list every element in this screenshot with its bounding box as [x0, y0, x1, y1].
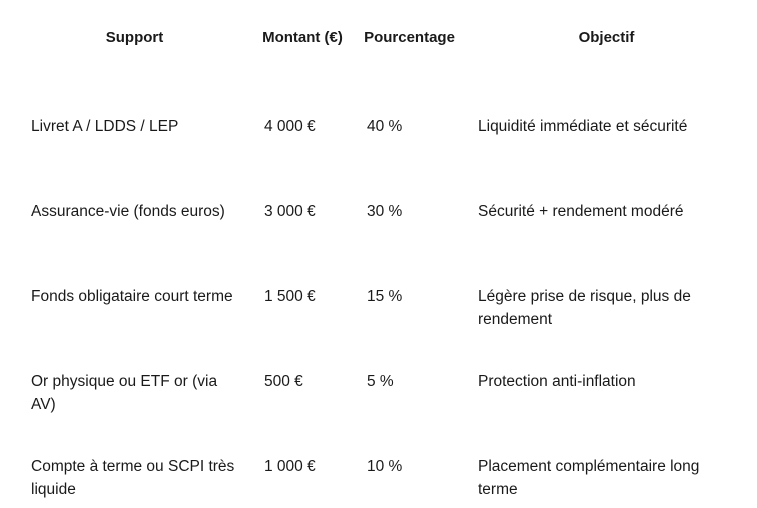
- cell-support: Assurance-vie (fonds euros): [31, 203, 225, 220]
- header-objectif: Objectif: [578, 29, 635, 46]
- cell-pourcentage: 5 %: [367, 373, 394, 390]
- cell-support: Compte à terme ou SCPI très liquide: [31, 458, 235, 498]
- cell-montant: 500 €: [264, 373, 303, 390]
- cell-objectif: Sécurité + rendement modéré: [478, 203, 684, 220]
- table-row: [18, 83, 748, 168]
- header-row: [18, 20, 748, 83]
- cell-objectif: Liquidité immédiate et sécurité: [478, 118, 688, 135]
- cell-pourcentage: 10 %: [367, 458, 403, 475]
- cell-support: Or physique ou ETF or (via AV): [31, 373, 218, 413]
- allocation-table: [18, 20, 748, 508]
- cell-pourcentage: 15 %: [367, 288, 403, 305]
- table-row: [18, 253, 748, 338]
- cell-objectif: Placement complémentaire long terme: [478, 458, 700, 498]
- header-montant: Montant (€): [262, 29, 343, 46]
- cell-objectif: Protection anti-inflation: [478, 373, 636, 390]
- cell-pourcentage: 30 %: [367, 203, 403, 220]
- cell-pourcentage: 40 %: [367, 118, 403, 135]
- table-row: [18, 423, 748, 508]
- cell-montant: 4 000 €: [264, 118, 316, 135]
- cell-montant: 1 000 €: [264, 458, 316, 475]
- table-row: [18, 338, 748, 423]
- cell-support: Fonds obligataire court terme: [31, 288, 233, 305]
- cell-montant: 3 000 €: [264, 203, 316, 220]
- cell-objectif: Légère prise de risque, plus de rendement: [478, 288, 691, 328]
- cell-montant: 1 500 €: [264, 288, 316, 305]
- header-support: Support: [105, 29, 164, 46]
- header-pourcentage: Pourcentage: [364, 29, 455, 46]
- table-row: [18, 168, 748, 253]
- cell-support: Livret A / LDDS / LEP: [31, 118, 179, 135]
